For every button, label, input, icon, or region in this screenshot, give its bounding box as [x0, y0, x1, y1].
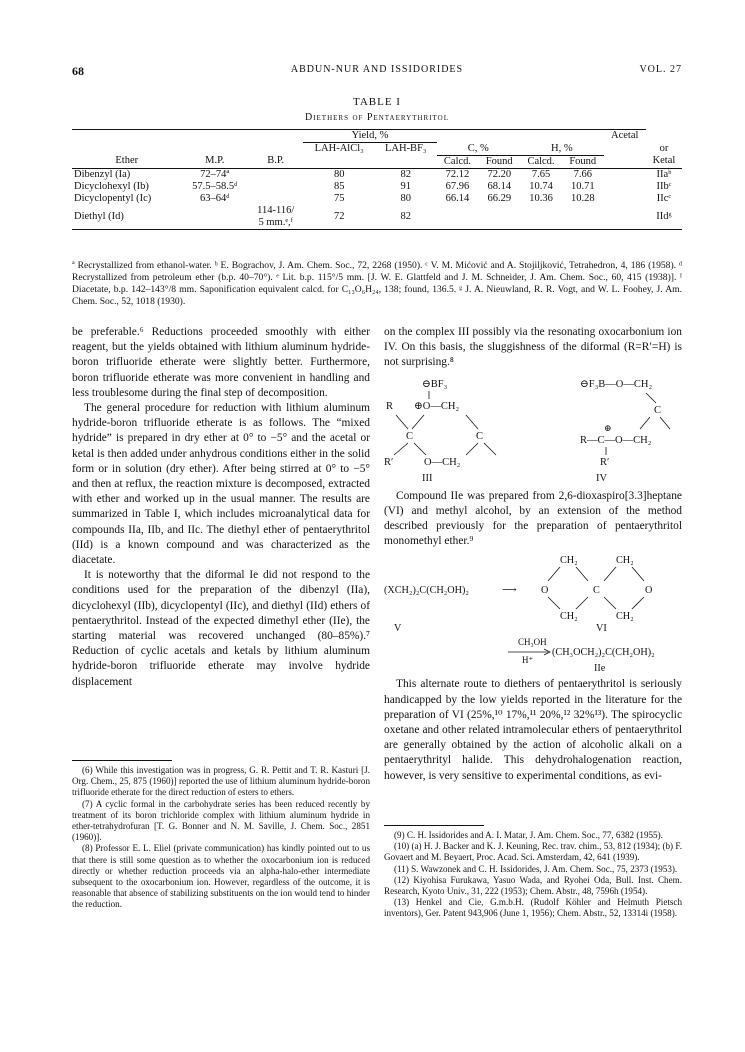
cell-ketal: IIaᵇ	[656, 168, 672, 180]
vi-ch2-top-right: CH₂	[616, 555, 634, 567]
table-footnotes: ª Recrystallized from ethanol-water. ᵇ E. Bograchov, J. Am. Chem. Soc., 72, 2268 (1950). ᶜ V. M. Mićović and A. Stojiljković, Tetrahedron, 4, 186 (1958). ᵈ Recrystallized from petroleum ether (b.p. 40–70°). ᵉ Lit. b.p. 115°/5 mm. [J. W. E. Glattfeld and J. M. Schneider, J. Am. Chem. Soc., 60, 415 (1938)]. ᶠ Diacetate, b.p. 142–143°/8 mm. Saponification equivalent calcd. for C₁₃O₆H₂₄, 138; found, 136.5. ᵍ J. A. Nieuwland, R. R. Vogt, and W. L. Foohey, J. Am. Chem. Soc., 52, 1018 (1930).	[72, 260, 682, 307]
cell-ketal: IIbᶜ	[656, 180, 672, 192]
cell-ether: Dicyclopentyl (Ic)	[74, 192, 152, 204]
cell-yield-bf3: 82	[375, 205, 436, 230]
paragraph: be preferable.⁶ Reductions proceeded smoothly with either reagent, but the yields obtained with lithium aluminum hydride-boron trifluoride etherate were slightly better. Furthermore, boron trifluoride etherate was more convenient in handling and less troublesome during the final step of decomposition.	[72, 326, 370, 399]
cell-bp	[248, 168, 303, 181]
iv-top-text: ⊖F₃B—O—CH₂	[580, 378, 653, 390]
footnote: (13) Henkel and Cie, G.m.b.H. (Rudolf Köhler and Helmuth Pietsch inventors), Ger. Patent 943,906 (June 1, 1956); Chem. Abstr., 52, 13314i (1958).	[384, 897, 682, 919]
v-arrow: ⟶	[502, 585, 517, 597]
iv-rprime-text: R′	[600, 456, 610, 468]
paragraph: on the complex III possibly via the resonating oxocarbonium ion IV. On this basis, the sluggishness of the diformal (R=R′=H) is not surprising.⁸	[384, 326, 682, 369]
vi-ch2-bot-left: CH₂	[560, 611, 578, 623]
iii-bf3-text: ⊖BF₃	[422, 378, 448, 390]
cell-ketal: IIdᵍ	[646, 205, 682, 230]
footnote: (8) Professor E. L. Eliel (private communication) has kindly pointed out to us that there is still some question as to whether the oxocarbonium ion is reduced directly or whether reduction proceeds via an alpha-halo-ether intermediate subsequent to the oxocarbonium ion. However, regardless of the outcome, it is reasonable that absence of stabilizing substituents on the ion would tend to hinder the reduction.	[72, 843, 370, 910]
cell-yield-alcl3: 75	[333, 192, 345, 204]
paragraph: This alternate route to diethers of pentaerythritol is seriously handicapped by the low yields reported in the literature for the preparation of VI (25%,¹⁰ 17%,¹¹ 20%,¹² 32%¹³). The spirocyclic oxetane and other related intramolecular ethers of pentaerythritol are generally obtained by the action of alcoholic alkali on a pentaerythrityl halide. This dehydrohalogenation reaction, however, is very sensitive to experimental conditions, as evi-	[384, 678, 682, 782]
cell-c-found: 68.14	[487, 180, 512, 192]
cell-c-found: 66.29	[487, 192, 512, 204]
cell-ether: Dibenzyl (Ia)	[74, 168, 131, 180]
iie-reagent: CH₃OH	[518, 637, 547, 648]
iie-label: IIe	[594, 663, 606, 674]
cell-h-calcd: 7.65	[531, 168, 551, 180]
footnote: (9) C. H. Issidorides and A. I. Matar, J. Am. Chem. Soc., 77, 6382 (1955).	[394, 830, 663, 840]
cell-bp: 114-116/ 5 mm.ᵉ,ᶠ	[248, 205, 303, 230]
iii-oplus-text: ⊕O—CH₂	[414, 400, 460, 412]
cell-mp: 72–74ª	[200, 168, 230, 180]
footnotes-left	[72, 765, 370, 911]
cell-bp	[248, 193, 303, 205]
acetal-header-2: or	[659, 142, 669, 154]
acetal-header-3: Ketal	[646, 155, 682, 168]
h-calcd-header: Calcd.	[520, 155, 562, 168]
table-caption: Diethers of Pentaerythritol	[304, 112, 450, 123]
paragraph: It is noteworthy that the diformal Ie did not respond to the conditions used for the preparation of the dibenzyl (IIa), dicyclohexyl (IIb), dicyclopentyl (IIc), and diethyl (IId) ethers of pentaerythritol. Instead of the expected dimethyl ether (IIe), the starting material was recovered unchanged (80–85%).⁷ Reduction of cyclic acetals and ketals by lithium aluminum hydride-boron trifluoride etherate may involve hydride displacement	[72, 569, 370, 688]
cell-yield-bf3: 82	[400, 168, 412, 180]
cell-c-calcd	[437, 205, 479, 230]
cell-h-found	[562, 205, 604, 230]
footnote: (11) S. Wawzonek and C. H. Issidorides, J. Am. Chem. Soc., 75, 2373 (1953).	[394, 863, 678, 874]
iii-r-text: R	[386, 400, 394, 412]
table-row	[72, 181, 682, 193]
cell-h-found: 10.28	[570, 192, 595, 204]
vi-o-left: O	[541, 585, 549, 597]
cell-c-found: 72.20	[487, 168, 512, 180]
cell-h-calcd	[520, 205, 562, 230]
iii-label: III	[422, 472, 433, 484]
vi-ch2-bot-right: CH₂	[616, 611, 634, 623]
paragraph: Compound IIe was prepared from 2,6-dioxaspiro[3.3]heptane (VI) and methyl alcohol, by an extension of the method described previously for the preparation of pentaerythritol monomethyl ether.⁹	[384, 489, 682, 548]
iv-c-text: C	[654, 404, 662, 416]
ether-header: Ether	[72, 155, 182, 168]
bp-header: B.P.	[248, 155, 303, 168]
cell-mp: 63–64ᵈ	[199, 192, 230, 204]
table-row	[72, 193, 682, 205]
hydrogen-header: H, %	[520, 143, 604, 156]
cell-c-calcd: 72.12	[445, 168, 470, 180]
footnote-rule-right	[384, 825, 484, 826]
footnote-rule-left	[72, 760, 172, 761]
footnote: (6) While this investigation was in progress, G. R. Pettit and T. R. Kasturi [J. Org. Chem., 25, 875 (1960)] reported the use of lithium aluminum hydride-boron trifluoride etherate for the direct reduction of esters to ethers.	[72, 765, 370, 798]
cell-ether: Dicyclohexyl (Ib)	[74, 180, 149, 192]
yield-header: Yield, %	[303, 130, 436, 143]
v-label: V	[394, 623, 402, 635]
cell-mp: 57.5–58.5ᵈ	[192, 180, 238, 192]
iii-rprime-text: R′	[384, 456, 394, 468]
vi-ch2-top-left: CH₂	[560, 555, 578, 567]
footnote: (10) (a) H. J. Backer and K. J. Keuning, Rec. trav. chim., 53, 812 (1934); (b) F. Govaert and M. Beyaert, Proc. Acad. Sci. Amsterdam, 42, 641 (1939).	[384, 841, 682, 863]
paragraph: The general procedure for reduction with lithium aluminum hydride-boron trifluoride etherate is as follows. The “mixed hydride” is prepared in dry ether at 0° to −5° and the acetal or ketal is then added under anhydrous conditions either in the solid form or in solution (dry ether). After being stirred at 0° to −5° and then at reflux, the reaction mixture is decomposed, extracted with ether and worked up in the usual manner. The results are summarized in Table I, which includes microanalytical data for compounds IIa, IIb, and IIc. The diethyl ether of pentaerythritol (IId) is a known compound and was characterized as the diacetate.	[72, 402, 370, 567]
cell-c-calcd: 67.96	[445, 180, 470, 192]
mp-header: M.P.	[182, 155, 248, 168]
carbon-header: C, %	[437, 143, 521, 156]
table-row	[72, 168, 682, 181]
cell-c-found	[478, 205, 520, 230]
table-label: TABLE I	[353, 96, 401, 108]
volume-label: VOL. 27	[639, 64, 682, 75]
vi-o-right: O	[645, 585, 653, 597]
table-i	[72, 96, 682, 230]
c-calcd-header: Calcd.	[437, 155, 479, 168]
iii-c-left: C	[406, 430, 414, 442]
iie-product: (CH₃OCH₂)₂C(CH₂OH)₂	[552, 647, 655, 659]
yield-lah-bf3-header: LAH-BF₃	[384, 143, 427, 154]
cell-c-calcd: 66.14	[445, 192, 470, 204]
cell-h-found: 7.66	[573, 168, 592, 180]
h-found-header: Found	[562, 155, 604, 168]
cell-h-calcd: 10.74	[529, 180, 553, 192]
cell-yield-alcl3: 72	[303, 205, 375, 230]
cell-ketal: IIcᶜ	[656, 192, 672, 204]
right-column	[384, 325, 682, 784]
cell-yield-bf3: 80	[400, 192, 412, 204]
footnote: (7) A cyclic formal in the carbohydrate series has been reduced recently by treatment of its boron trichloride complex with lithium aluminum hydride in ether-tetrahydrofuran [T. G. Bonner and N. M. Saville, J. Chem. Soc., 2851 (1960)].	[72, 798, 370, 843]
cell-yield-bf3: 91	[400, 180, 412, 192]
acetal-header-1: Acetal	[604, 130, 646, 143]
cell-yield-alcl3: 80	[333, 168, 345, 180]
structures-iii-iv	[384, 373, 682, 485]
running-authors: ABDUN-NUR AND ISSIDORIDES	[290, 64, 464, 75]
cell-yield-alcl3: 85	[333, 180, 345, 192]
cell-bp	[248, 181, 303, 193]
yield-lah-alcl3-header: LAH-AlCl₃	[314, 143, 364, 154]
cell-h-calcd: 10.36	[529, 192, 553, 204]
footnote: (12) Kiyohisa Furukawa, Yasuo Wada, and Ryohei Oda, Bull. Inst. Chem. Research, Kyoto Univ., 31, 222 (1953); Chem. Abstr., 48, 7596h (1954).	[384, 874, 682, 897]
iie-catalyst: H⁺	[522, 655, 534, 666]
v-formula: (XCH₂)₂C(CH₂OH)₂	[384, 585, 469, 597]
left-column	[72, 325, 370, 690]
iv-mid-text: R—C—O—CH₂	[580, 434, 652, 446]
structures-v-vi-iie	[384, 551, 682, 673]
footnotes-right	[384, 830, 682, 920]
iv-plus-text: ⊕	[604, 422, 612, 433]
page-number: 68	[72, 64, 84, 78]
cell-h-found: 10.71	[570, 180, 595, 192]
iii-och2-text: O—CH₂	[424, 456, 461, 468]
table-row	[72, 205, 682, 230]
cell-mp	[182, 205, 248, 230]
vi-label: VI	[596, 623, 607, 635]
cell-ether: Diethyl (Id)	[72, 205, 182, 230]
c-found-header: Found	[478, 155, 520, 168]
diethers-table	[72, 129, 682, 230]
running-head	[72, 64, 682, 78]
vi-c: C	[593, 585, 600, 597]
iii-c-right: C	[476, 430, 484, 442]
iv-label: IV	[596, 472, 608, 484]
